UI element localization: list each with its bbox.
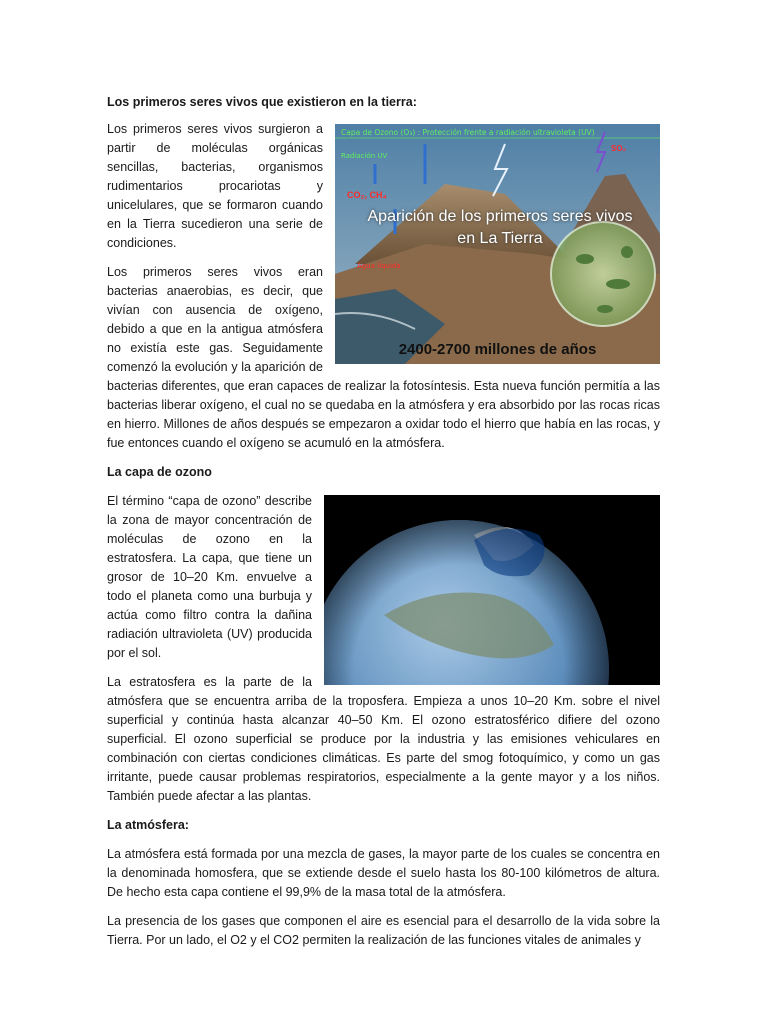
uv-radiation-label: Radiación UV (341, 152, 388, 160)
gases-label: CO₂, CH₄ (347, 190, 387, 200)
ozone-layer-label: Capa de Ozono (O₃) : Protección frente a radiación ultravioleta (UV) (341, 128, 595, 137)
paragraph-atmosphere-composition: La atmósfera está formada por una mezcla de gases, la mayor parte de los cuales se concentra en la denominada homosfera, que se extiende desde el suelo hasta los 80-100 kilómetros de altura. De hecho esta capa contiene el 99,9% de la masa total de la atmósfera. (107, 847, 660, 899)
document-page (107, 93, 660, 950)
liquid-water-label: Agua líquida (357, 262, 401, 270)
section-heading-ozone-layer: La capa de ozono (107, 465, 212, 479)
paragraph-first-beings-origin: Los primeros seres vivos surgieron a partir de moléculas orgánicas sencillas, bacterias, organismos rudimentarios procariotas y unicelulares, que se formaron cuando en la Tierra sucedieron una serie de condiciones. (107, 122, 323, 250)
paragraph-anaerobic-bacteria: Los primeros seres vivos eran bacterias anaerobias, es decir, que vivían con ausencia de oxígeno, debido a que en la antigua atmósfera no existía este gas. Seguidamente comenzó la evolución y la aparición de bacterias diferentes, que eran capaces de realizar la fotosíntesis. Esta nueva función permitía a las bacterias liberar oxígeno, el cual no se quedaba en la atmósfera y era absorbido por las rocas ricas en hierro. Millones de años después se empezaron a oxidar todo el hierro que había en las rocas, y fue entonces cuando el oxígeno se acumuló en la atmósfera. (107, 265, 660, 450)
paragraph-ozone-definition: El término “capa de ozono” describe la zona de mayor concentración de moléculas de ozono en la estratosfera. La capa, que tiene un grosor de 10–20 Km. envuelve a todo el planeta como una burbuja y actúa como filtro contra la dañina radiación ultravioleta (UV) producida por el sol. (107, 494, 312, 660)
paragraph-gases-importance: La presencia de los gases que componen el aire es esencial para el desarrollo de la vida sobre la Tierra. Por un lado, el O2 y el CO2 permiten la realización de las funciones vitales de animales y (107, 914, 660, 947)
illustration-title: Aparición de los primeros seres vivos en La Tierra (367, 208, 633, 247)
so2-label: SO₂ (611, 144, 627, 153)
section-heading-first-living-beings: Los primeros seres vivos que existieron en la tierra: (107, 95, 417, 109)
section-heading-atmosphere: La atmósfera: (107, 818, 189, 832)
ozone-globe-graphic (324, 495, 660, 685)
paragraph-stratosphere: La estratosfera es la parte de la atmósfera que se encuentra arriba de la troposfera. Empieza a unos 10–20 Km. sobre el nivel superficial y continúa hasta alcanzar 40–50 Km. El ozono estratosférico difiere del ozono superficial. El ozono superficial se produce por la industria y las emisiones vehiculares en combinación con ciertas condiciones climáticas. Es parte del smog fotoquímico, y como un gas irritante, puede causar problemas respiratorios, especialmente a la gente mayor y a los niños. También puede afectar a las plantas. (107, 675, 660, 803)
illustration-years: 2400-2700 millones de años (398, 341, 597, 358)
ozone-globe-image (324, 495, 660, 685)
early-earth-illustration (335, 124, 660, 364)
